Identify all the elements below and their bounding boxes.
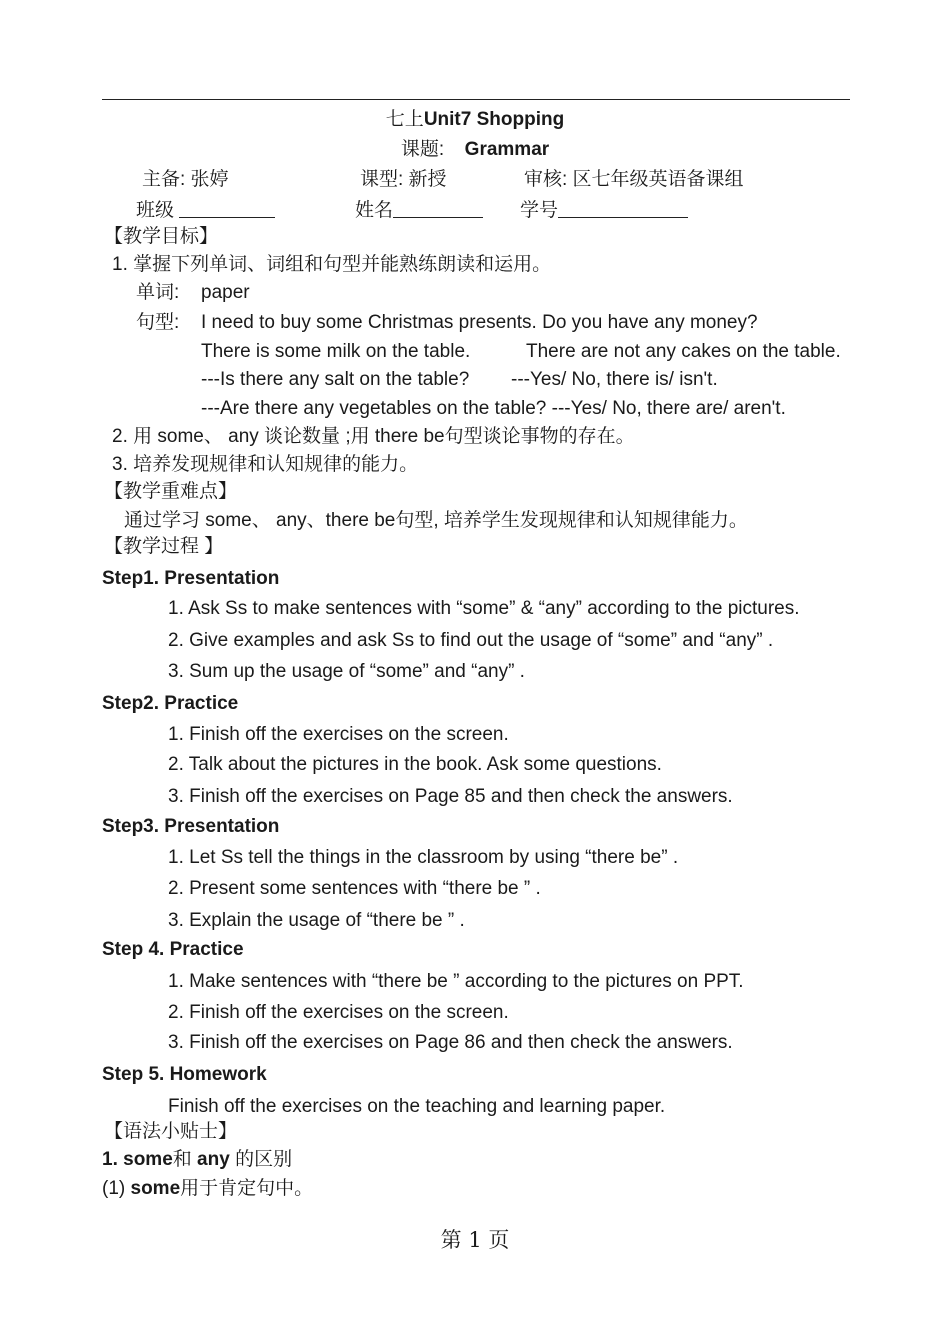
topic-value: Grammar [464, 139, 550, 160]
step4-title: Step 4. Practice [102, 939, 244, 960]
step1-item-1: 1. Ask Ss to make sentences with “some” & “any” according to the pictures. [168, 598, 800, 619]
number-blank[interactable] [558, 199, 688, 218]
step2-item-1: 1. Finish off the exercises on the screen. [168, 724, 509, 745]
step4-item-1: 1. Make sentences with “there be ” according to the pictures on PPT. [168, 971, 744, 992]
pattern-3b: ---Yes/ No, there is/ isn't. [511, 369, 718, 390]
reviewer: 审核: 区七年级英语备课组 [524, 169, 744, 190]
number-field [520, 198, 688, 224]
sub1-prefix: (1) [102, 1178, 131, 1199]
name-label: 姓名 [355, 200, 394, 221]
words-value: paper [201, 282, 250, 303]
pattern-4: ---Are there any vegetables on the table? ---Yes/ No, there are/ aren't. [201, 398, 786, 419]
grammar-tips-heading: 【语法小贴士】 [104, 1121, 238, 1142]
point1-tail: 的区别 [229, 1149, 293, 1170]
sub1-some: some [130, 1178, 181, 1199]
key-points-heading: 【教学重难点】 [104, 481, 238, 502]
point1-any: any [197, 1149, 230, 1170]
number-label: 学号 [520, 200, 559, 221]
top-rule [102, 99, 850, 100]
pattern-2a: There is some milk on the table. [201, 341, 471, 362]
pattern-2b: There are not any cakes on the table. [526, 341, 841, 362]
objective-2: 2. 用 some、 any 谈论数量 ;用 there be句型谈论事物的存在。 [112, 426, 635, 447]
class-label: 班级 [136, 200, 175, 221]
step2-item-3: 3. Finish off the exercises on Page 85 and then check the answers. [168, 786, 733, 807]
class-blank[interactable] [179, 199, 275, 218]
step1-item-2: 2. Give examples and ask Ss to find out the usage of “some” and “any” . [168, 630, 774, 651]
pattern-1: I need to buy some Christmas presents. Do you have any money? [201, 312, 758, 333]
preparer: 主备: 张婷 [142, 169, 229, 190]
step3-item-3: 3. Explain the usage of “there be ” . [168, 910, 465, 931]
topic-line [0, 137, 950, 163]
name-field [355, 198, 483, 224]
class-field [136, 198, 275, 224]
step3-item-1: 1. Let Ss tell the things in the classroom by using “there be” . [168, 847, 679, 868]
lesson-type: 课型: 新授 [360, 169, 447, 190]
point1-and: 和 [172, 1149, 198, 1170]
words-label: 单词: [136, 282, 180, 303]
step3-title: Step3. Presentation [102, 816, 280, 837]
point1-some: 1. some [102, 1149, 173, 1170]
step2-item-2: 2. Talk about the pictures in the book. Ask some questions. [168, 754, 662, 775]
name-blank[interactable] [393, 199, 483, 218]
step5-title: Step 5. Homework [102, 1064, 267, 1085]
patterns-label: 句型: [136, 312, 180, 333]
step1-item-3: 3. Sum up the usage of “some” and “any” . [168, 661, 525, 682]
process-heading: 【教学过程 】 [104, 536, 224, 557]
objectives-heading: 【教学目标】 [104, 226, 219, 247]
title-main: Unit7 Shopping [423, 109, 565, 130]
step4-item-2: 2. Finish off the exercises on the screen. [168, 1002, 509, 1023]
key-points-text: 通过学习 some、 any、there be句型, 培养学生发现规律和认知规律能力。 [124, 510, 748, 531]
grammar-point-1 [102, 1147, 292, 1173]
grammar-sub-1 [102, 1176, 313, 1202]
pattern-3a: ---Is there any salt on the table? [201, 369, 470, 390]
step5-item-1: Finish off the exercises on the teaching and learning paper. [168, 1096, 666, 1117]
page-number: 第 1 页 [440, 1228, 510, 1252]
step4-item-3: 3. Finish off the exercises on Page 86 and then check the answers. [168, 1032, 733, 1053]
objective-1: 1. 掌握下列单词、词组和句型并能熟练朗读和运用。 [112, 254, 552, 275]
sub1-tail: 用于肯定句中。 [180, 1178, 314, 1199]
objective-3: 3. 培养发现规律和认知规律的能力。 [112, 454, 419, 475]
title-prefix: 七上 [385, 109, 424, 130]
step1-title: Step1. Presentation [102, 568, 280, 589]
step3-item-2: 2. Present some sentences with “there be ” . [168, 878, 541, 899]
step2-title: Step2. Practice [102, 693, 239, 714]
topic-label: 课题: [400, 139, 445, 160]
doc-title [0, 107, 950, 133]
